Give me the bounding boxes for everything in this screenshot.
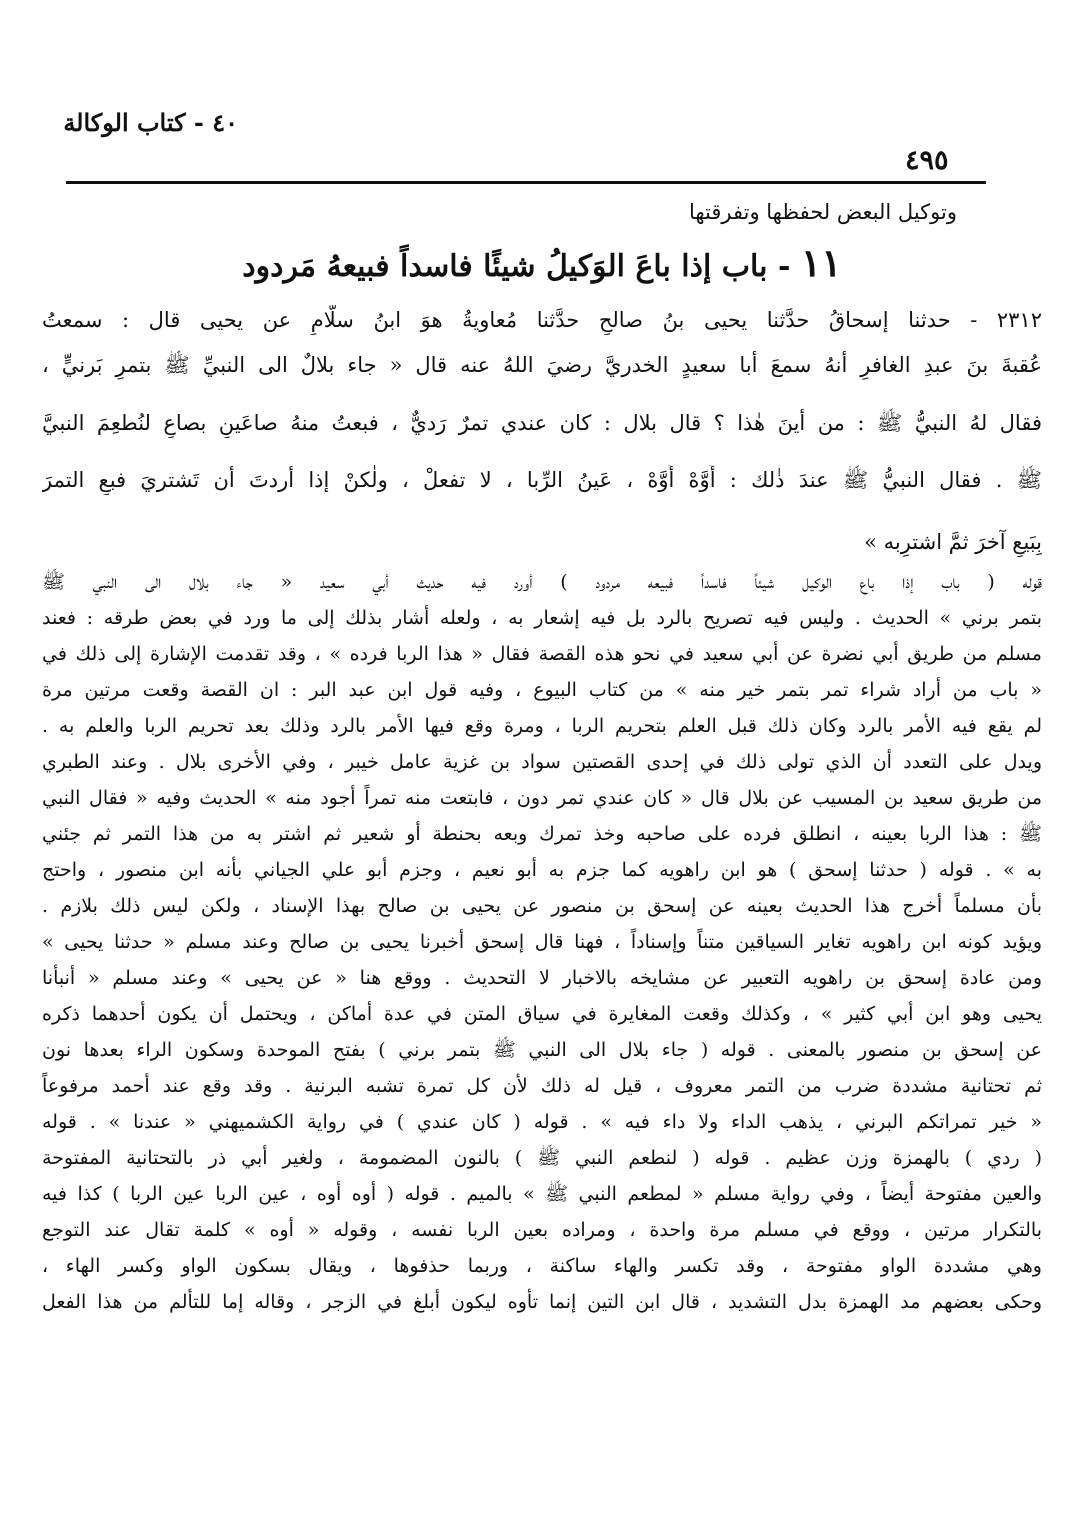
book-title: ٤٠ - كتاب الوكالة <box>63 108 238 137</box>
commentary-line: عن إسحق بن منصور بالمعنى . قوله ( جاء بلال الى النبي ﷺ بتمر برني ) بفتح الموحدة وسكون الراء بعدها نون <box>42 1039 1042 1061</box>
commentary-line: والعين مفتوحة أيضاً ، وفي رواية مسلم « لمطعم النبي ﷺ » بالميم . قوله ( أوه أوه ، عين الربا عين الربا ) كذا فيه <box>42 1183 1042 1205</box>
commentary-line: « خير تمراتكم البرني ، يذهب الداء ولا داء فيه » . قوله ( كان عندي ) في رواية الكشميهني « عندنا » . قوله <box>42 1111 1042 1133</box>
commentary-line: ( ردي ) بالهمزة وزن عظيم . قوله ( لنطعم النبي ﷺ ) بالنون المضمومة ، ولغير أبي ذر بالتحتانية المفتوحة <box>42 1147 1042 1169</box>
commentary-line: مسلم من طريق أبي نضرة عن أبي سعيد في نحو هذه القصة فقال « هذا الربا فرده » ، وقد تقدمت الإشارة إلى ذلك في <box>42 643 1042 665</box>
commentary-line: بالتكرار مرتين ، ووقع في مسلم مرة واحدة ، ومراده بعين الربا نفسه ، وقوله « أوه » كلمة تقال عند التوجع <box>42 1219 1042 1241</box>
hadith-line: ﷺ . فقال النبيُّ ﷺ عندَ ذٰلك : أَوَّهْ أَوَّهْ ، عَينُ الرِّبا ، لا تفعلْ ، ولٰكنْ إذا أردتَ أن تَشتريَ فبعِ التمرَ <box>42 468 1042 492</box>
chapter-number: ١١ <box>800 240 842 285</box>
commentary-line: « باب من أراد شراء تمر بتمر خير منه » من كتاب البيوع ، وفيه قول ابن عبد البر : ان القصة وقعت مرتين مرة <box>42 679 1042 701</box>
commentary-line: يحيى وهو ابن أبي كثير » ، وكذلك وقعت المغايرة في سياق المتن في عدة أماكن ، ويحتمل أن يكون أحدهما ذكره <box>42 1003 1042 1025</box>
commentary-line: ويدل على التعدد أن الذي تولى ذلك في إحدى القصتين سواد بن غزية عامل خيبر ، وفي الأخرى بلال . وعند الطبري <box>42 751 1042 773</box>
commentary-line: لم يقع فيه الأمر بالرد وكان ذلك قبل العلم بتحريم الربا ، ومرة وقع فيها الأمر بالرد وذلك بعد تحريم الربا والعلم به . <box>42 715 1042 737</box>
chapter-heading <box>92 240 992 285</box>
chapter-title: - باب إذا باعَ الوَكيلُ شيئًا فاسداً فبيعهُ مَردود <box>242 249 791 284</box>
hadith-line: ٢٣١٢ - حدثنا إسحاقُ حدَّثنا يحيى بنُ صالحٍ حدَّثنا مُعاويةُ هوَ ابنُ سلَّامٍ عن يحيى قال : سمعتُ <box>42 308 1042 332</box>
hadith-line: فقال لهُ النبيُّ ﷺ : من أينَ هٰذا ؟ قال بلال : كان عندي تمرٌ رَديٌّ ، فبعتُ منهُ صاعَينِ بصاعٍ لنُطعِمَ النبيَّ <box>42 411 1042 435</box>
commentary-line: وحكى بعضهم مد الهمزة بدل التشديد ، قال ابن التين إنما تأوه ليكون أبلغ في الزجر ، وقاله إما للتألم من هذا الفعل <box>42 1291 1042 1313</box>
commentary-line: قوله ( باب إذا باع الوكيل شيئاً فاسداً فبيعه مردود ) أورد فيه حديث أبي سعيد « جاء بلال الى النبي ﷺ <box>42 571 1042 593</box>
hadith-line: عُقبةَ بنَ عبدِ الغافرِ أنهُ سمعَ أبا سعيدٍ الخدريَّ رضيَ اللهُ عنه قال « جاء بلالٌ الى النبيِّ ﷺ بتمرٍ بَرنيٍّ ، <box>42 353 1042 377</box>
header-divider <box>66 181 986 184</box>
commentary-line: ﷺ : هذا الربا بعينه ، انطلق فرده على صاحبه وخذ تمرك وبعه بحنطة أو شعير ثم اشتر به من هذا التمر ثم جئني <box>42 823 1042 845</box>
commentary-line: بتمر برني » الحديث . وليس فيه تصريح بالرد بل فيه إشعار به ، ولعله أشار بذلك إلى ما ورد في بعض طرقه : فعند <box>42 607 1042 629</box>
commentary-line: وهي مشددة الواو مفتوحة ، وقد تكسر والهاء ساكنة ، وربما حذفوها ، ويقال بسكون الواو وكسر الهاء ، <box>42 1255 1042 1277</box>
commentary-line: ويؤيد كونه ابن راهويه تغاير السياقين متناً وإسناداً ، فهنا قال إسحق أخبرنا يحيى بن صالح وعند مسلم « حدثنا يحيى » <box>42 931 1042 953</box>
hadith-line: بِبَيعٍ آخرَ ثمَّ اشترِبه » <box>864 530 1042 554</box>
commentary-line: به » . قوله ( حدثنا إسحق ) هو ابن راهويه كما جزم به أبو نعيم ، وجزم أبو علي الجياني بأنه ابن منصور ، واحتج <box>42 859 1042 881</box>
commentary-line: من طريق سعيد بن المسيب عن بلال قال « كان عندي تمر دون ، فابتعت منه تمراً أجود منه » الحديث وفيه « فقال النبي <box>42 787 1042 809</box>
commentary-line: ومن عادة إسحق بن راهويه التعبير عن مشايخه بالاخبار لا التحديث . ووقع هنا « عن يحيى » وعند مسلم « أنبأنا <box>42 967 1042 989</box>
page-header <box>0 0 1082 190</box>
commentary-line: بأن مسلماً أخرج هذا الحديث بعينه عن إسحق بن منصور عن يحيى بن صالح بهذا الإسناد ، ولكن ليس ذلك بلازم . <box>42 895 1042 917</box>
page-number: ٤٩٥ <box>905 145 949 176</box>
intro-line: وتوكيل البعض لحفظها وتفرقتها <box>688 200 957 224</box>
commentary-line: ثم تحتانية مشددة ضرب من التمر معروف ، قيل له ذلك لأن كل تمرة تشبه البرنية . وقد وقع عند أحمد مرفوعاً <box>42 1075 1042 1097</box>
